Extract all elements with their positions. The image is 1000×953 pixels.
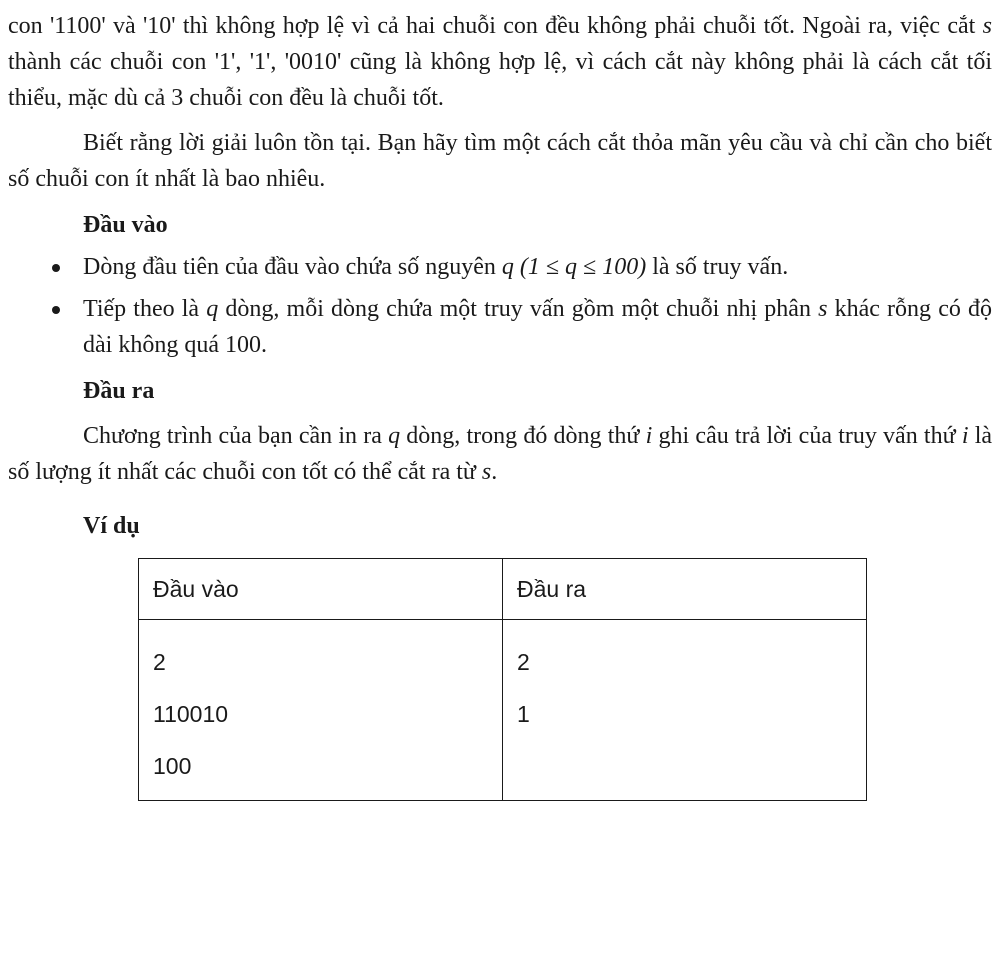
text-run: là số lượng ít nhất các chuỗi con tốt có thể cắt ra từ: [8, 423, 993, 485]
example-table: [138, 558, 867, 801]
input-bullet-1: [8, 249, 992, 285]
text-run: khác rỗng có độ dài không quá 100.: [83, 296, 992, 358]
variable-s: s: [818, 296, 828, 322]
text-run: là số truy vấn.: [646, 254, 789, 280]
text-run: Dòng đầu tiên của đầu vào chứa số nguyên: [83, 254, 502, 280]
variable-i: i: [961, 423, 969, 449]
paragraph-output: [8, 418, 992, 490]
text-run: dòng, mỗi dòng chứa một truy vấn gồm một chuỗi nhị phân: [218, 296, 819, 322]
input-line: 110010: [153, 701, 229, 727]
column-header-input: Đầu vào: [139, 559, 503, 620]
text-run: dòng, trong đó dòng thứ: [400, 423, 646, 449]
text-run: thành các chuỗi con '1', '1', '0010' cũng là không hợp lệ, vì cách cắt này không phải là cách cắt tối thiểu, mặc dù cả 3 chuỗi con đều là chuỗi tốt.: [8, 49, 992, 111]
heading-output: Đầu ra: [83, 378, 155, 404]
heading-input: Đầu vào: [83, 212, 168, 238]
cell-output: [503, 620, 867, 801]
text-run: Chương trình của bạn cần in ra: [83, 423, 389, 449]
variable-s: s: [982, 13, 992, 39]
variable-q: q: [206, 296, 219, 322]
text-run: ghi câu trả lời của truy vấn thứ: [652, 423, 962, 449]
input-line: 100: [153, 753, 192, 779]
document-page: [8, 8, 992, 801]
input-line: 2: [153, 649, 166, 675]
variable-i: i: [645, 423, 653, 449]
heading-example: Ví dụ: [83, 513, 140, 539]
table-row: [139, 620, 867, 801]
variable-s: s: [481, 459, 492, 485]
variable-q: q: [501, 254, 514, 280]
column-header-output: Đầu ra: [503, 559, 867, 620]
variable-q: q: [388, 423, 401, 449]
input-bullet-list: [8, 249, 992, 363]
input-bullet-2: [8, 291, 992, 363]
paragraph-task: Biết rằng lời giải luôn tồn tại. Bạn hãy tìm một cách cắt thỏa mãn yêu cầu và chỉ cần cho biết số chuỗi con ít nhất là bao nhiêu.: [8, 130, 992, 192]
text-run: .: [491, 459, 498, 485]
paragraph-cut-explanation: [8, 8, 992, 116]
text-run: Tiếp theo là: [83, 296, 207, 322]
bullet-icon: [52, 306, 60, 314]
output-line: 2: [517, 649, 530, 675]
text-run: con '1100' và '10' thì không hợp lệ vì cả hai chuỗi con đều không phải chuỗi tốt. Ngoài ra, việc cắt: [8, 13, 983, 39]
bullet-icon: [52, 264, 60, 272]
constraint-q: (1 ≤ q ≤ 100): [519, 254, 647, 280]
cell-input: [139, 620, 503, 801]
output-line: 1: [517, 701, 530, 727]
table-header-row: [139, 559, 867, 620]
